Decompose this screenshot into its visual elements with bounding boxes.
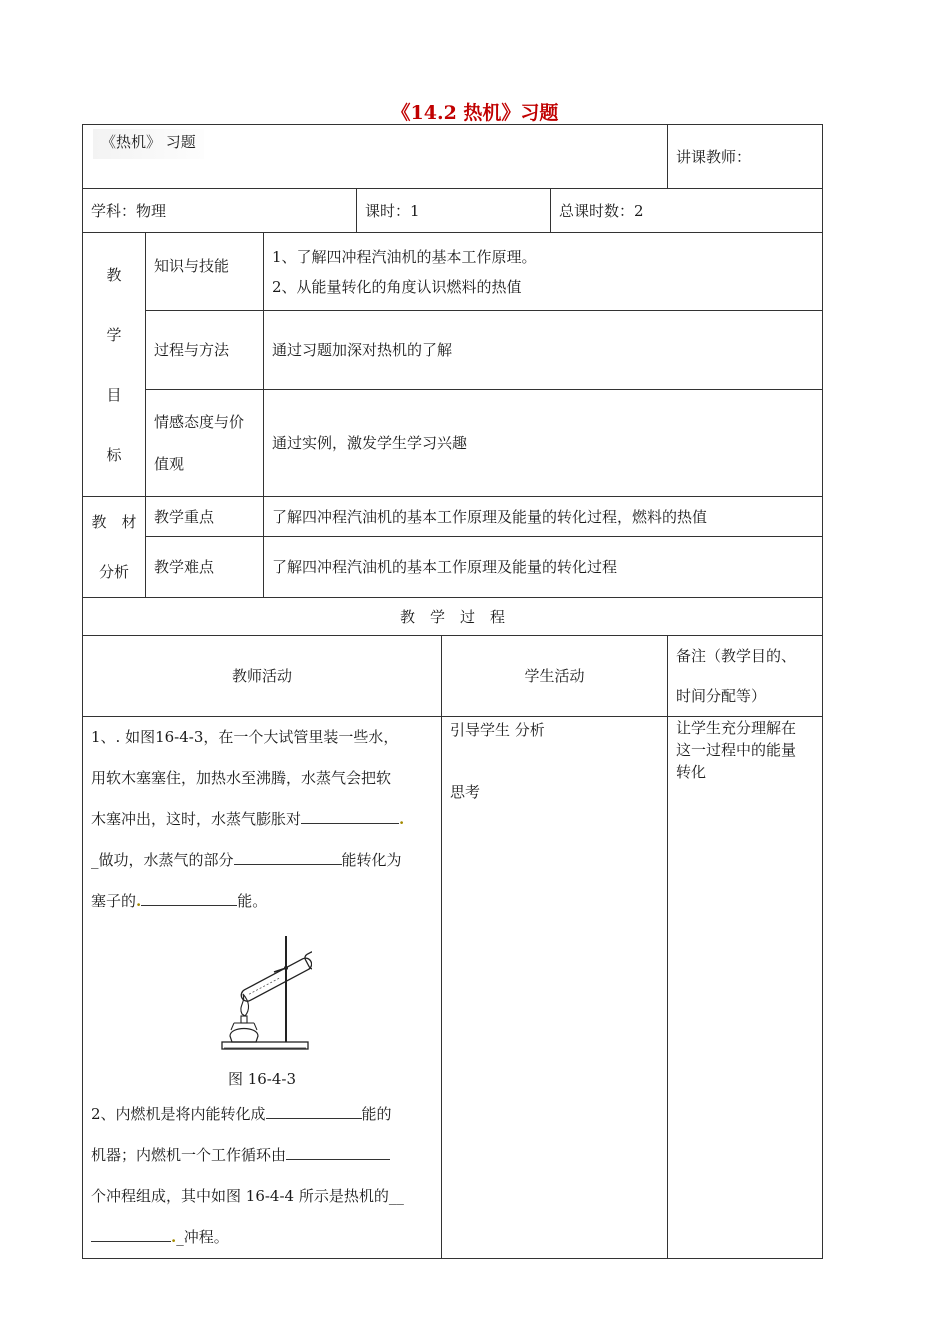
notes-line: 转化 xyxy=(676,763,707,781)
answer-blank-marker: . xyxy=(136,892,142,910)
goal-text-knowledge xyxy=(264,233,823,311)
answer-blank xyxy=(286,1143,390,1160)
process-columns-row xyxy=(83,636,823,717)
goal-row-process xyxy=(83,311,823,390)
goal-line: 2、从能量转化的角度认识燃料的热值 xyxy=(272,278,522,296)
goal-text-process: 通过习题加深对热机的了解 xyxy=(264,311,823,390)
answer-blank xyxy=(91,1225,171,1242)
material-row-key xyxy=(83,497,823,537)
process-heading: 教 学 过 程 xyxy=(83,598,823,636)
figure-16-4-3 xyxy=(91,930,433,1094)
goal-name-line: 情感态度与价 xyxy=(154,413,245,431)
goal-name-attitude xyxy=(146,390,264,497)
col-teacher-activity: 教师活动 xyxy=(83,636,442,717)
col-notes xyxy=(668,636,823,717)
student-line: 思考 xyxy=(450,783,481,801)
material-label-line: 教 材 xyxy=(91,513,137,531)
notes-cell xyxy=(668,717,823,1259)
col-notes-line: 时间分配等） xyxy=(676,687,767,705)
goal-row-attitude xyxy=(83,390,823,497)
process-content-row xyxy=(83,717,823,1259)
goals-label-char: 目 xyxy=(106,385,122,404)
question-1 xyxy=(91,717,433,922)
goals-label xyxy=(83,233,146,497)
goals-label-char: 标 xyxy=(106,445,122,464)
document-title: 《14.2 热机》习题 xyxy=(391,102,559,124)
process-heading-row xyxy=(83,598,823,636)
q1-line: 1、. 如图16-4-3，在一个大试管里装一些水， xyxy=(91,728,399,746)
q2-text: 机器；内燃机一个工作循环由 xyxy=(91,1146,287,1164)
goal-name-process: 过程与方法 xyxy=(146,311,264,390)
material-label xyxy=(83,497,146,598)
info-row xyxy=(83,189,823,233)
q2-text: 2、内燃机是将内能转化成 xyxy=(91,1105,266,1123)
q2-text: 能的 xyxy=(361,1105,392,1123)
answer-blank xyxy=(234,848,342,865)
goal-name-line: 值观 xyxy=(154,455,185,473)
q1-line xyxy=(91,840,433,881)
answer-blank xyxy=(266,1102,362,1119)
material-text-difficulty: 了解四冲程汽油机的基本工作原理及能量的转化过程 xyxy=(264,537,823,598)
col-notes-line: 备注（教学目的、 xyxy=(676,647,797,665)
q1-line xyxy=(91,881,433,922)
material-text-key: 了解四冲程汽油机的基本工作原理及能量的转化过程，燃料的热值 xyxy=(264,497,823,537)
material-row-difficulty xyxy=(83,537,823,598)
lesson-plan-table xyxy=(82,124,823,1259)
q1-text: 塞子的 xyxy=(91,892,137,910)
q1-line: 用软木塞塞住，加热水至沸腾，水蒸气会把软 xyxy=(91,769,392,787)
period-cell: 课时：1 xyxy=(357,189,551,233)
total-periods-cell: 总课时数：2 xyxy=(551,189,823,233)
q2-line xyxy=(91,1135,433,1176)
question-2 xyxy=(91,1094,433,1258)
q2-text: _冲程。 xyxy=(176,1228,229,1246)
goal-text-attitude: 通过实例，激发学生学习兴趣 xyxy=(264,390,823,497)
q1-text: 木塞冲出，这时，水蒸气膨胀对 xyxy=(91,810,302,828)
q1-text: 能转化为 xyxy=(341,851,402,869)
answer-blank-marker: . xyxy=(171,1228,177,1246)
q1-text: 能。 xyxy=(237,892,268,910)
answer-blank xyxy=(301,807,399,824)
lesson-title: 《热机》 习题 xyxy=(93,129,204,159)
notes-line: 让学生充分理解在 xyxy=(676,719,797,737)
q1-line xyxy=(91,799,433,840)
goal-row-knowledge xyxy=(83,233,823,311)
student-activity-cell xyxy=(442,717,668,1259)
material-name-difficulty: 教学难点 xyxy=(146,537,264,598)
teacher-label: 讲课教师： xyxy=(668,125,823,189)
notes-line: 这一过程中的能量 xyxy=(676,741,797,759)
goal-name-knowledge: 知识与技能 xyxy=(146,233,264,311)
test-tube-heating-icon xyxy=(212,930,312,1058)
q1-text: _做功，水蒸气的部分 xyxy=(91,851,234,869)
q2-line xyxy=(91,1094,433,1135)
subject-cell: 学科：物理 xyxy=(83,189,357,233)
q2-line: 个冲程组成，其中如图 16-4-4 所示是热机的__ xyxy=(91,1187,404,1205)
teacher-activity-cell xyxy=(83,717,442,1259)
material-name-key: 教学重点 xyxy=(146,497,264,537)
answer-blank-marker: . xyxy=(399,810,405,828)
header-row xyxy=(83,125,823,189)
goals-label-char: 教 xyxy=(106,265,122,284)
answer-blank xyxy=(141,889,237,906)
q2-line xyxy=(91,1217,433,1258)
col-student-activity: 学生活动 xyxy=(442,636,668,717)
goal-line: 1、了解四冲程汽油机的基本工作原理。 xyxy=(272,248,537,266)
goals-label-char: 学 xyxy=(106,325,122,344)
figure-caption: 图 16-4-3 xyxy=(227,1070,297,1088)
material-label-line: 分析 xyxy=(98,563,129,581)
student-line: 引导学生 分析 xyxy=(450,721,545,739)
